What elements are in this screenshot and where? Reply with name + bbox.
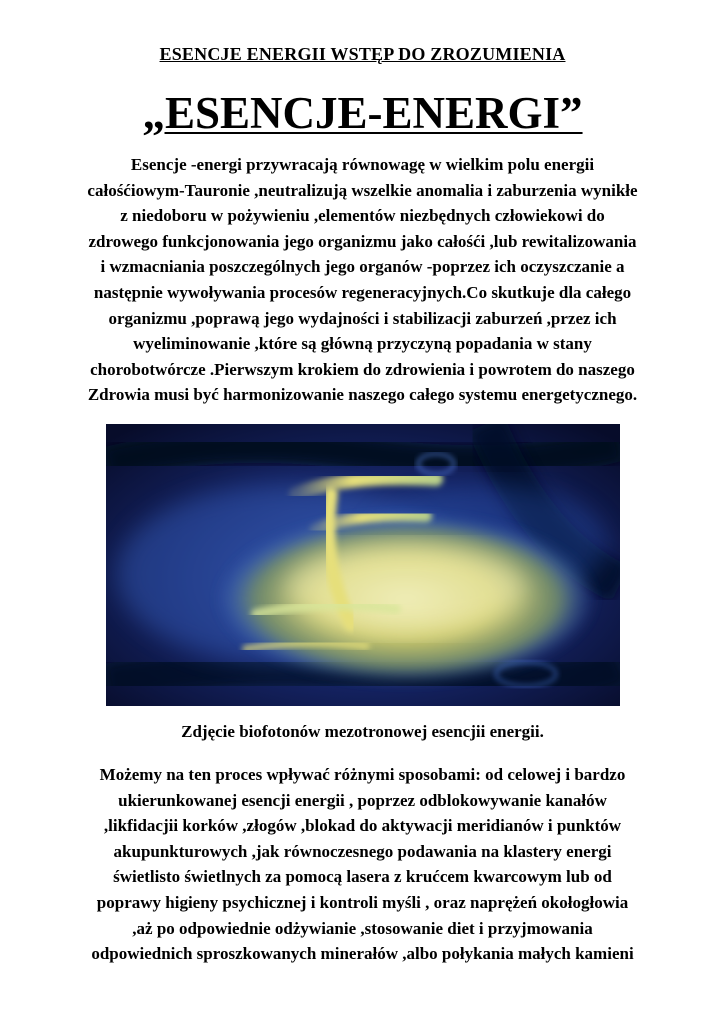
paragraph-line: świetlisto świetlnych za pomocą lasera z krućcem kwarcowym lub od: [113, 867, 612, 887]
paragraph-line: akupunkturowych ,jak równoczesnego podawania na klastery energi: [113, 841, 612, 861]
paragraph-line: i wzmacniania poszczególnych jego organów -poprzez ich oczyszczanie a: [100, 257, 625, 277]
paragraph-line: wyeliminowanie ,które są główną przyczyną popadania w stany: [133, 334, 592, 354]
paragraph-line: poprawy higieny psychicznej i kontroli myśli , oraz naprężeń okołogłowia: [96, 892, 629, 912]
document-title: „ESENCJE-ENERGI”: [142, 88, 583, 138]
paragraph-line: Możemy na ten proces wpływać różnymi sposobami: od celowej i bardzo: [99, 765, 626, 784]
biophoton-image: [106, 424, 620, 706]
paragraph-line: z niedoboru w pożywieniu ,elementów niezbędnych człowiekowi do: [120, 206, 605, 226]
paragraph-line: zdrowego funkcjonowania jego organizmu jako całośći ,lub rewitalizowania: [88, 231, 637, 251]
biophoton-photo: [106, 424, 620, 706]
paragraph-line: ,likfidacjii korków ,złogów ,blokad do aktywacji meridianów i punktów: [103, 816, 622, 836]
paragraph-line: Esencje -energi przywracają równowagę w wielkim polu energii: [130, 155, 595, 174]
intro-paragraph: [40, 152, 685, 408]
paragraph-line: ,aż po odpowiednie odżywianie ,stosowanie diet i przyjmowania: [132, 918, 593, 938]
paragraph-line: odpowiednich sproszkowanych minerałów ,albo połykania małych kamieni: [91, 944, 634, 964]
paragraph-line: chorobotwórcze .Pierwszym krokiem do zdrowienia i powrotem do naszego: [90, 359, 635, 379]
document-header: ESENCJE ENERGII WSTĘP DO ZROZUMIENIA: [159, 44, 566, 64]
paragraph-line: Zdrowia musi być harmonizowanie naszego całego systemu energetycznego.: [87, 385, 638, 405]
paragraph-line: ukierunkowanej esencji energii , poprzez odblokowywanie kanałów: [118, 790, 607, 810]
paragraph-line: organizmu ,poprawą jego wydajności i stabilizacji zaburzeń ,przez ich: [108, 308, 617, 328]
photo-caption: Zdjęcie biofotonów mezotronowej esencjii energii.: [181, 722, 544, 741]
paragraph-line: całośćiowym-Tauronie ,neutralizują wszelkie anomalia i zaburzenia wynikłe: [87, 180, 638, 200]
methods-paragraph: [40, 762, 685, 967]
paragraph-line: następnie wywoływania procesów regeneracyjnych.Co skutkuje dla całego: [93, 282, 632, 302]
